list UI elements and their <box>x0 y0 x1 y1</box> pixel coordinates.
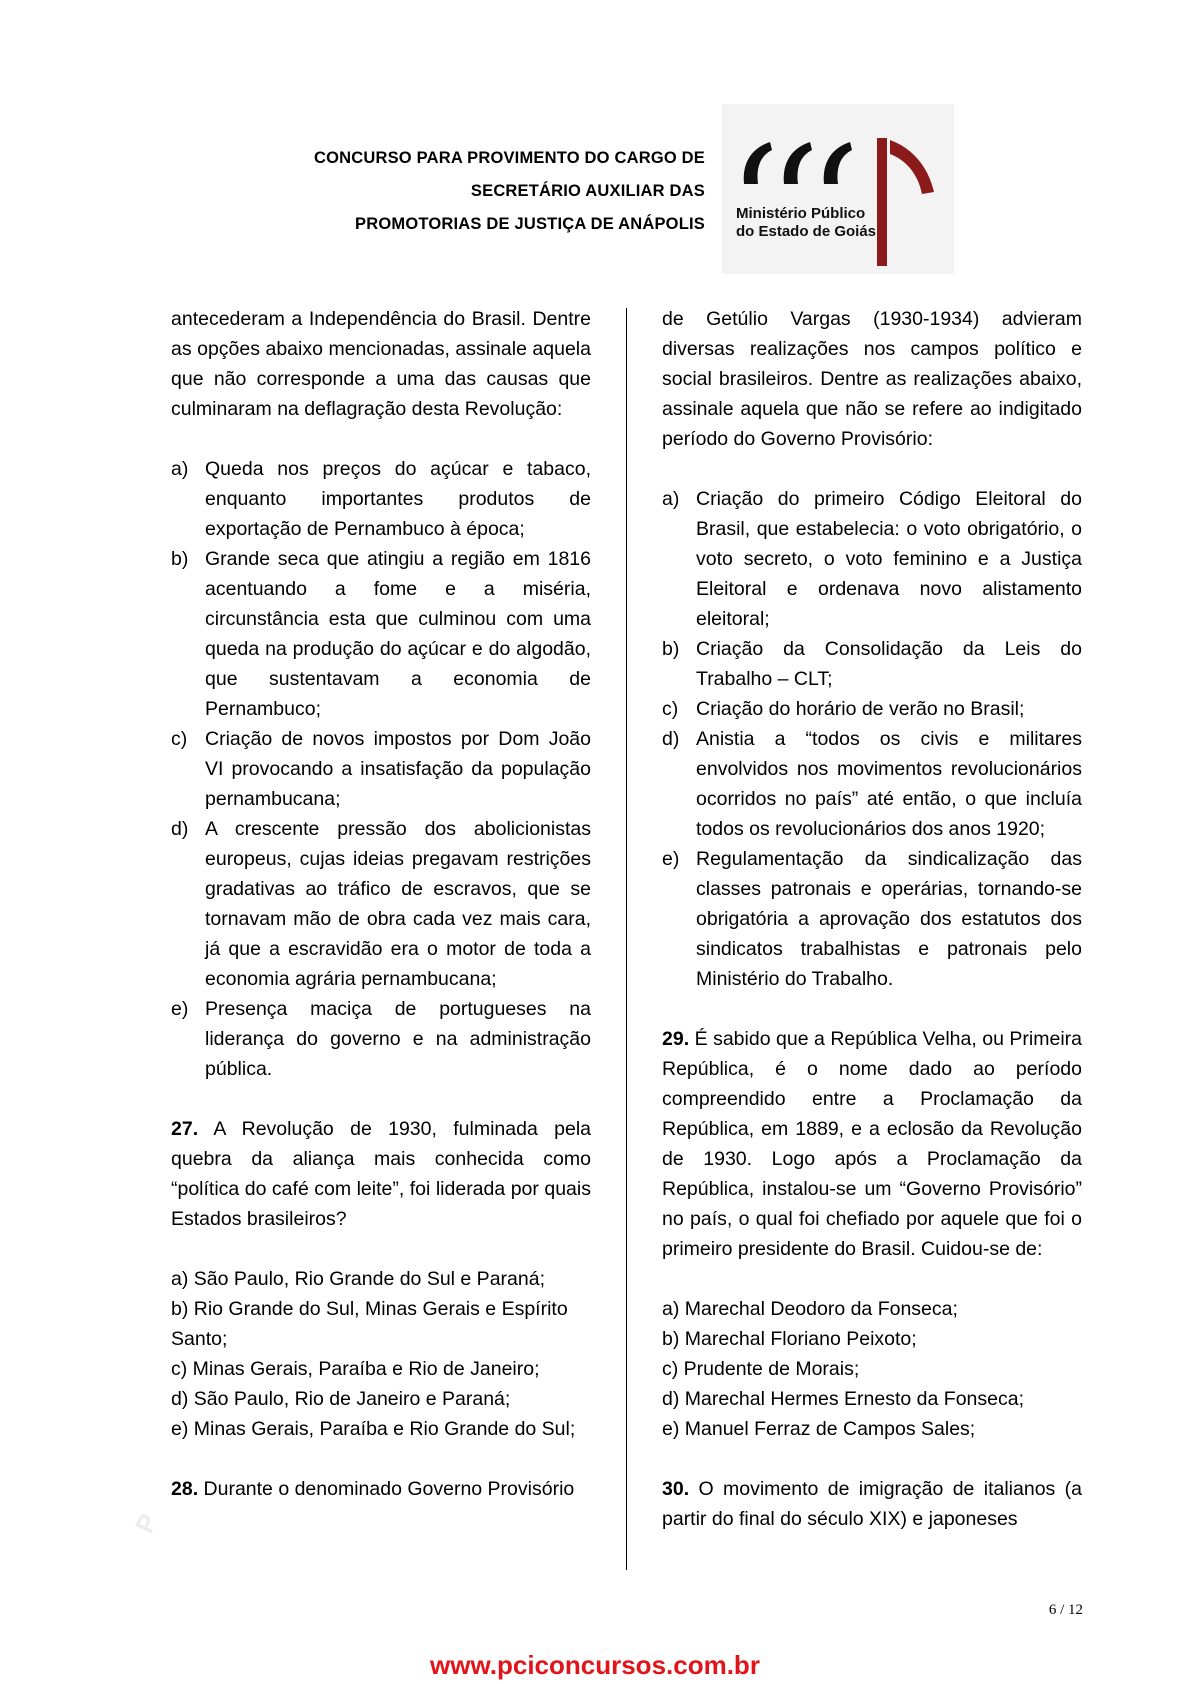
q27-number: 27. <box>171 1118 199 1140</box>
q28-number: 28. <box>171 1478 199 1500</box>
q27-option-b: b) Rio Grande do Sul, Minas Gerais e Espírito Santo; <box>171 1298 568 1350</box>
option-label: d) <box>171 818 189 840</box>
q27-option-e: e) Minas Gerais, Paraíba e Rio Grande do Sul; <box>171 1418 576 1440</box>
q27-options-list <box>171 1264 591 1444</box>
q29-option-e: e) Manuel Ferraz de Campos Sales; <box>662 1418 976 1440</box>
option-text: Criação da Consolidação da Leis do Trabalho – CLT; <box>696 638 1082 690</box>
header-line-2: SECRETÁRIO AUXILIAR DAS <box>470 182 705 200</box>
option-label: b) <box>171 548 189 570</box>
option-text: Anistia a “todos os civis e militares envolvidos nos movimentos revolucionários ocorridos no país” até então, o que incluía todos os revolucionários dos anos 1920; <box>696 728 1082 840</box>
column-divider <box>626 308 627 1570</box>
q29-options-list <box>662 1294 1082 1444</box>
option-text: Regulamentação da sindicalização das classes patronais e operárias, tornando-se obrigatória a aprovação dos estatutos dos sindicatos trabalhistas e patronais pelo Ministério do Trabalho. <box>696 848 1082 990</box>
option-label: c) <box>171 728 188 750</box>
option-text: Criação do primeiro Código Eleitoral do Brasil, que estabelecia: o voto obrigatório, o voto secreto, o voto feminino e a Justiça Eleitoral e ordenava novo alistamento eleitoral; <box>696 488 1082 630</box>
exam-header <box>314 142 705 241</box>
left-column <box>171 304 591 1504</box>
option-text: Grande seca que atingiu a região em 1816 acentuando a fome e a miséria, circunstância esta que culminou com uma queda na produção do açúcar e do algodão, que sustentavam a economia de Pernambuco; <box>205 548 591 720</box>
header-line-1: CONCURSO PARA PROVIMENTO DO CARGO DE <box>313 149 705 167</box>
q29-question <box>662 1024 1082 1264</box>
q28-text-start: Durante o denominado Governo Provisório <box>203 1478 575 1500</box>
option-label: d) <box>662 728 680 750</box>
q26-option-a <box>171 454 591 544</box>
footer-website-link[interactable]: www.pciconcursos.com.br <box>430 1650 760 1680</box>
q29-option-a: a) Marechal Deodoro da Fonseca; <box>662 1298 958 1320</box>
q29-option-c: c) Prudente de Morais; <box>662 1358 860 1380</box>
q28-option-d <box>662 724 1082 844</box>
option-text: Criação do horário de verão no Brasil; <box>696 698 1025 720</box>
q28-options-list <box>662 484 1082 994</box>
q29-option-b: b) Marechal Floriano Peixoto; <box>662 1328 917 1350</box>
q27-option-a: a) São Paulo, Rio Grande do Sul e Paraná; <box>171 1268 545 1290</box>
ministerio-publico-logo <box>722 104 954 274</box>
logo-text-line-2: do Estado de Goiás <box>736 223 877 240</box>
page-number: 6 / 12 <box>1048 1602 1083 1618</box>
q26-option-b <box>171 544 591 724</box>
q28-text-continued: de Getúlio Vargas (1930-1934) advieram diversas realizações nos campos político e social brasileiros. Dentre as realizações abaixo, assinale aquela que não se refere ao indigitado período do Governo Provisório: <box>662 308 1082 450</box>
q26-options-list <box>171 454 591 1084</box>
q27-text: A Revolução de 1930, fulminada pela quebra da aliança mais conhecida como “política do café com leite”, foi liderada por quais Estados brasileiros? <box>171 1118 591 1230</box>
q28-option-e <box>662 844 1082 994</box>
q28-question-start <box>171 1474 591 1504</box>
q26-option-c <box>171 724 591 814</box>
option-label: e) <box>171 998 189 1020</box>
q30-question-start <box>662 1474 1082 1534</box>
q29-number: 29. <box>662 1028 690 1050</box>
option-label: e) <box>662 848 680 870</box>
q28-option-a <box>662 484 1082 634</box>
option-label: a) <box>171 458 189 480</box>
watermark-glyph: P <box>128 1509 164 1538</box>
option-text: Criação de novos impostos por Dom João VI provocando a insatisfação da população pernambucana; <box>205 728 591 810</box>
q26-option-e <box>171 994 591 1084</box>
logo-text-line-1: Ministério Público <box>736 205 866 222</box>
q29-option-d: d) Marechal Hermes Ernesto da Fonseca; <box>662 1388 1024 1410</box>
right-column <box>662 304 1082 1534</box>
option-label: b) <box>662 638 680 660</box>
q30-number: 30. <box>662 1478 690 1500</box>
q28-option-c <box>662 694 1082 724</box>
q28-option-b <box>662 634 1082 694</box>
option-text: Queda nos preços do açúcar e tabaco, enquanto importantes produtos de exportação de Pernambuco à época; <box>205 458 591 540</box>
q26-intro-text: antecederam a Independência do Brasil. Dentre as opções abaixo mencionadas, assinale aquela que não corresponde a uma das causas que culminaram na deflagração desta Revolução: <box>171 308 591 420</box>
logo-mark <box>722 104 954 274</box>
q29-text: É sabido que a República Velha, ou Primeira República, é o nome dado ao período compreendido entre a Proclamação da República, em 1889, e a eclosão da Revolução de 1930. Logo após a Proclamação da República, instalou-se um “Governo Provisório” no país, o qual foi chefiado por aquele que foi o primeiro presidente do Brasil. Cuidou-se de: <box>662 1028 1082 1260</box>
q27-option-c: c) Minas Gerais, Paraíba e Rio de Janeiro; <box>171 1358 540 1380</box>
option-text: A crescente pressão dos abolicionistas europeus, cujas ideias pregavam restrições gradativas ao tráfico de escravos, que se tornavam mão de obra cada vez mais cara, já que a escravidão era o motor de toda a economia agrária pernambucana; <box>205 818 591 990</box>
option-text: Presença maciça de portugueses na liderança do governo e na administração pública. <box>205 998 591 1080</box>
q27-question <box>171 1114 591 1234</box>
header-line-3: PROMOTORIAS DE JUSTIÇA DE ANÁPOLIS <box>355 215 705 233</box>
q27-option-d: d) São Paulo, Rio de Janeiro e Paraná; <box>171 1388 511 1410</box>
option-label: a) <box>662 488 680 510</box>
option-label: c) <box>662 698 679 720</box>
q26-option-d <box>171 814 591 994</box>
q30-text-start: O movimento de imigração de italianos (a partir do final do século XIX) e japoneses <box>662 1478 1082 1530</box>
